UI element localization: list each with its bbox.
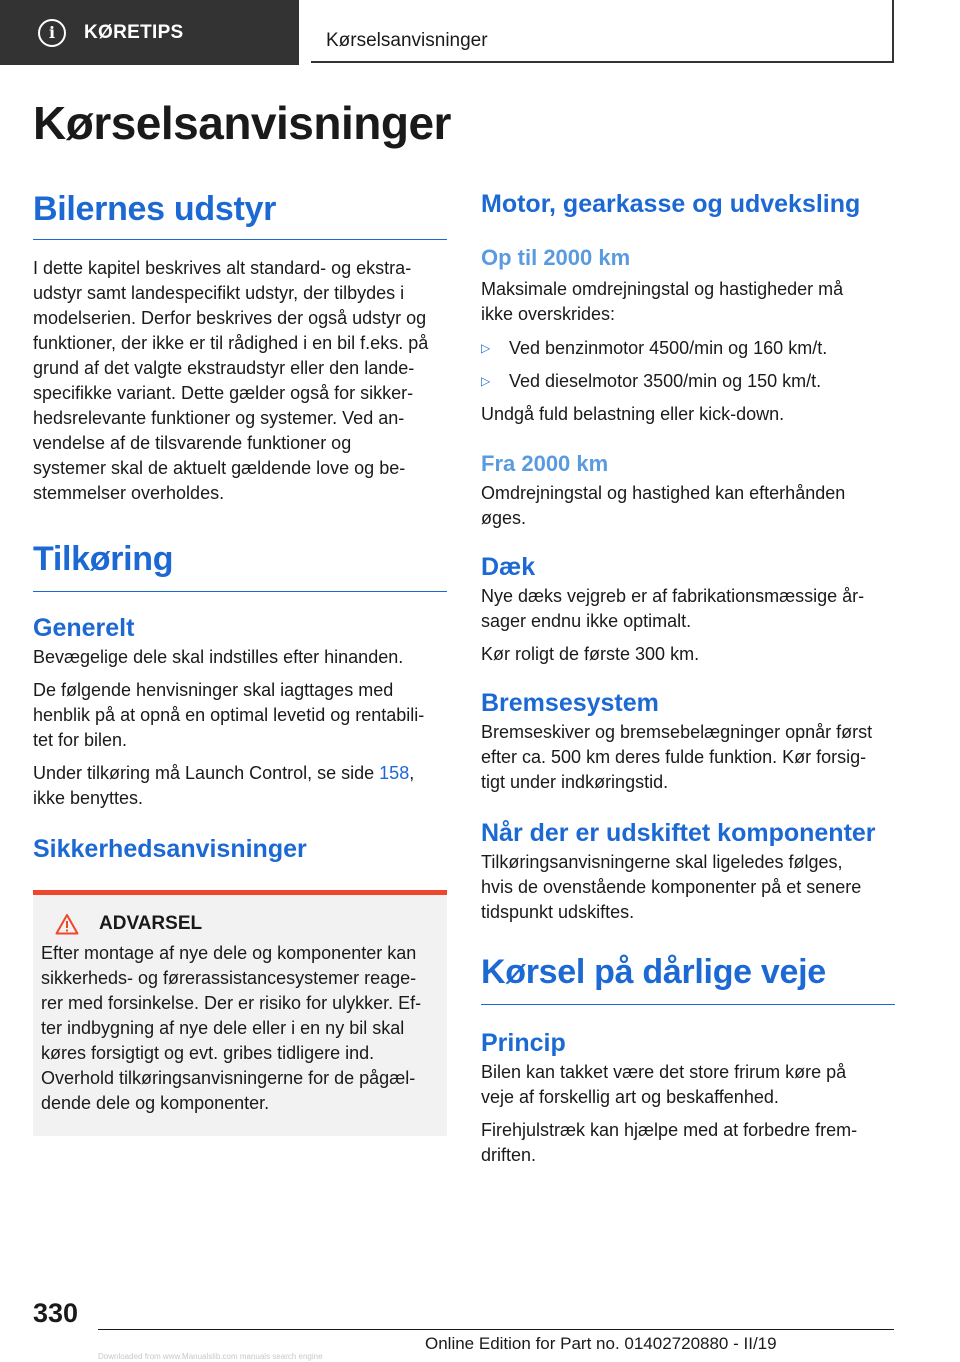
page-number: 330 (33, 1298, 79, 1328)
warning-text: Efter montage af nye dele og komponenter kan sikkerheds- og førerassistancesystemer reage- rer med forsinkelse. Der er risiko for ulykker. Ef- ter indbygning af nye dele eller i en ny bil skal køres forsigtigt og evt. gribes tidligere ind. Overhold tilkøringsanvisningerne for de pågæl- dende dele og komponenter. (41, 943, 422, 1113)
chapter-tab[interactable] (0, 0, 299, 65)
page-ref-link[interactable]: 158 (379, 763, 410, 783)
footer-watermark: Downloaded from www.Manualslib.com manuals search engine (98, 1352, 323, 1361)
brems-paragraph: Bremseskiver og bremsebelægninger opnår først efter ca. 500 km deres fulde funktion. Kør forsig- tigt under indkøringstid. (481, 722, 873, 792)
princip-paragraph: Bilen kan takket være det store frirum køre på veje af forskellig art og beskaffenhed. (481, 1062, 847, 1107)
heading-koersel-daarlige-veje: Kørsel på dårlige veje (481, 953, 895, 1005)
heading-bilernes-udstyr: Bilernes udstyr (33, 190, 447, 240)
section-header-label: Kørselsanvisninger (326, 30, 488, 51)
heading-fra-2000: Fra 2000 km (481, 451, 609, 476)
heading-tilkoring: Tilkøring (33, 540, 447, 592)
generelt-p3: Under tilkøring må Launch Control, se side 158, ikke benyttes. (33, 763, 415, 808)
op-til-intro: Maksimale omdrejningstal og hastigheder må ikke overskrides: (481, 279, 844, 324)
heading-motor: Motor, gearkasse og udveksling (481, 190, 861, 218)
heading-princip: Princip (481, 1029, 566, 1057)
chapter-tab-label: KØRETIPS (84, 21, 184, 43)
rpm-list (481, 336, 895, 394)
page-title: Kørselsanvisninger (33, 97, 451, 149)
list-item: ▷ Ved dieselmotor 3500/min og 150 km/t. (481, 369, 895, 394)
triangle-bullet-icon: ▷ (481, 374, 491, 388)
princip-p2: Firehjulstræk kan hjælpe med at forbedre frem- driften. (481, 1120, 858, 1165)
warning-triangle-icon (55, 913, 79, 935)
triangle-bullet-icon: ▷ (481, 341, 491, 355)
footer-rule (98, 1329, 894, 1330)
bilernes-paragraph: I dette kapitel beskrives alt standard- og ekstra- udstyr samt landespecifikt udstyr, der tilbydes i modelserien. Derfor beskrives der også udstyr og funktioner, der ikke er til rådighed i en bil f.eks. på grund af det valgte ekstraudstyr eller den lande- specifikke variant. Dette gælder også for sikker- hedsrelevante funktioner og systemer. Ved an- vendelse af de tilsvarende funktioner og systemer skal de aktuelt gældende love og be- stemmelser overholdes. (33, 258, 429, 503)
left-column (33, 190, 447, 1136)
heading-naar-udskiftet: Når der er udskiftet komponenter (481, 819, 876, 847)
heading-sikkerhedsanvisninger: Sikkerhedsanvisninger (33, 835, 307, 863)
fra-paragraph: Omdrejningstal og hastighed kan efterhånden øges. (481, 483, 846, 528)
warning-box (33, 890, 447, 1136)
warning-title-row (41, 913, 439, 935)
heading-op-til-2000: Op til 2000 km (481, 245, 631, 270)
heading-daek: Dæk (481, 553, 536, 581)
heading-generelt: Generelt (33, 614, 135, 642)
generelt-p2: De følgende henvisninger skal iagttages med henblik på at opnå en optimal levetid og rentabili- tet for bilen. (33, 680, 425, 750)
daek-p2: Kør roligt de første 300 km. (481, 644, 700, 664)
heading-bremsesystem: Bremsesystem (481, 689, 659, 717)
section-header (311, 0, 894, 63)
naar-paragraph: Tilkøringsanvisningerne skal ligeledes følges, hvis de ovenstående komponenter på et senere tidspunkt udskiftes. (481, 852, 862, 922)
footer-edition: Online Edition for Part no. 01402720880 - II/19 (425, 1334, 777, 1353)
info-icon: i (38, 19, 66, 47)
op-til-outro: Undgå fuld belastning eller kick-down. (481, 404, 785, 424)
warning-title: ADVARSEL (99, 913, 203, 934)
generelt-p1: Bevægelige dele skal indstilles efter hinanden. (33, 647, 404, 667)
list-item: ▷ Ved benzinmotor 4500/min og 160 km/t. (481, 336, 895, 361)
daek-paragraph: Nye dæks vejgreb er af fabrikationsmæssige år- sager endnu ikke optimalt. (481, 586, 865, 631)
right-column (481, 190, 895, 1168)
